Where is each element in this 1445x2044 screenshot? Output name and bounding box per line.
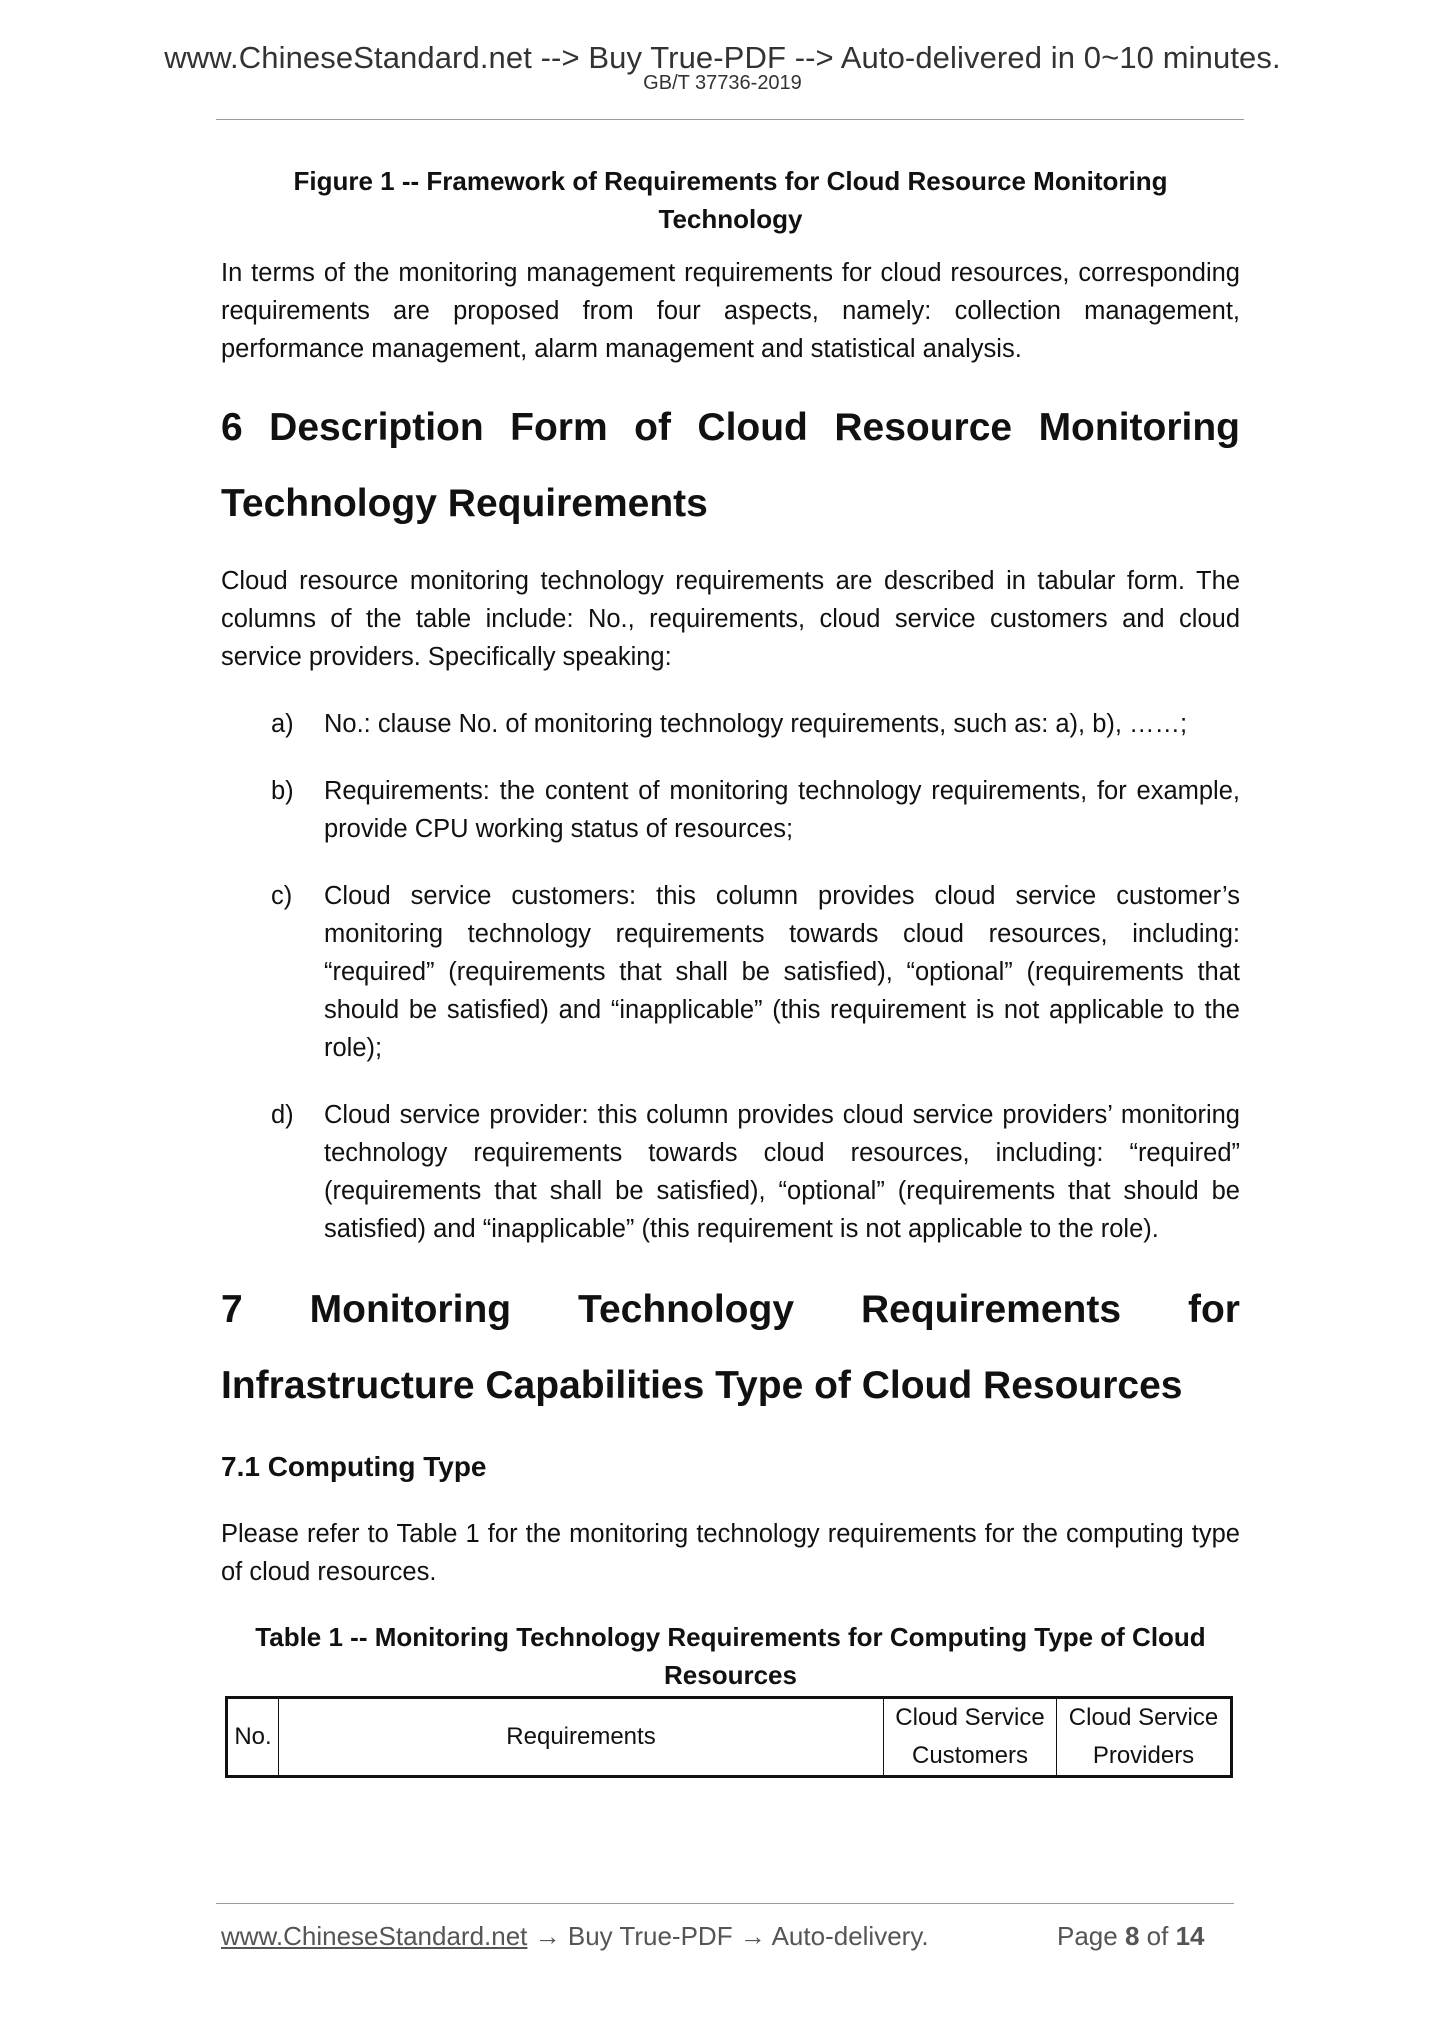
col-header-providers — [1057, 1698, 1232, 1777]
table-caption-line1: Table 1 -- Monitoring Technology Requirements for Computing Type of Cloud — [255, 1622, 1206, 1652]
col-header-customers — [884, 1698, 1057, 1777]
figure-caption — [221, 162, 1240, 238]
table-caption — [221, 1618, 1240, 1694]
standard-code: GB/T 37736-2019 — [643, 72, 802, 94]
list-item-text: Requirements: the content of monitoring technology requirements, for example, provide CPU working status of resources; — [324, 777, 1240, 843]
col-header-providers-line2: Providers — [1092, 1742, 1195, 1769]
page-indicator — [1057, 1921, 1205, 1952]
col-header-providers-line1: Cloud Service — [1068, 1704, 1219, 1731]
page-of: of — [1146, 1921, 1169, 1951]
figure-caption-line2: Technology — [658, 204, 803, 234]
list-item-text: No.: clause No. of monitoring technology requirements, such as: a), b), ……; — [324, 710, 1188, 738]
page-total: 14 — [1175, 1921, 1205, 1951]
footer-site-link[interactable]: www.ChineseStandard.net — [221, 1921, 528, 1951]
list-item — [221, 705, 1240, 743]
list-item-text: Cloud service provider: this column provides cloud service providers’ monitoring technology requirements towards cloud resources, including: “required” (requirements that shall be satisfied), “optional” (requirements that should be satisfied) and “inapplicable” (this requirement is not applicable to the role). — [324, 1101, 1240, 1243]
section-7-heading: 7 Monitoring Technology Requirements for Infrastructure Capabilities Type of Cloud Resources — [221, 1288, 1240, 1407]
page-current: 8 — [1124, 1921, 1140, 1951]
list-item — [221, 772, 1240, 848]
footer-tagline: → Buy True-PDF → Auto-delivery. — [534, 1921, 929, 1951]
list-marker: c) — [271, 882, 293, 910]
col-header-requirements: Requirements — [279, 1698, 884, 1777]
list-item — [221, 1096, 1240, 1248]
list-item — [221, 877, 1240, 1067]
section-6-paragraph: Cloud resource monitoring technology requirements are described in tabular form. The columns of the table include: No., requirements, cloud service customers and cloud service providers. Specifically speaking: — [221, 567, 1240, 671]
section-6-heading: 6 Description Form of Cloud Resource Monitoring Technology Requirements — [221, 406, 1240, 525]
page-label: Page — [1057, 1921, 1118, 1951]
site-banner: www.ChineseStandard.net --> Buy True-PDF --> Auto-delivered in 0~10 minutes. — [164, 40, 1281, 75]
footer-left — [221, 1921, 929, 1952]
subsection-7-1-heading: 7.1 Computing Type — [221, 1451, 487, 1482]
col-header-customers-line1: Cloud Service — [895, 1704, 1045, 1731]
list-marker: b) — [271, 777, 294, 805]
list-marker: a) — [271, 710, 294, 738]
requirements-table — [225, 1696, 1233, 1778]
page-content — [221, 162, 1240, 1778]
list-item-text: Cloud service customers: this column provides cloud service customer’s monitoring technology requirements towards cloud resources, including: “required” (requirements that shall be satisfied), “optional” (requirements that should be satisfied) and “inapplicable” (this requirement is not applicable to the role); — [324, 882, 1240, 1062]
header-divider — [216, 119, 1244, 120]
intro-paragraph: In terms of the monitoring management requirements for cloud resources, corresponding requirements are proposed from four aspects, namely: collection management, performance management, alarm management and statistical analysis. — [221, 259, 1240, 363]
footer-divider — [216, 1903, 1234, 1904]
list-marker: d) — [271, 1101, 294, 1129]
section-7-1-paragraph: Please refer to Table 1 for the monitoring technology requirements for the computing type of cloud resources. — [221, 1520, 1240, 1586]
col-header-no: No. — [227, 1698, 279, 1777]
col-header-customers-line2: Customers — [911, 1742, 1029, 1769]
table-header-row — [227, 1698, 1232, 1777]
table-caption-line2: Resources — [664, 1660, 797, 1690]
figure-caption-line1: Figure 1 -- Framework of Requirements for Cloud Resource Monitoring — [293, 166, 1168, 196]
